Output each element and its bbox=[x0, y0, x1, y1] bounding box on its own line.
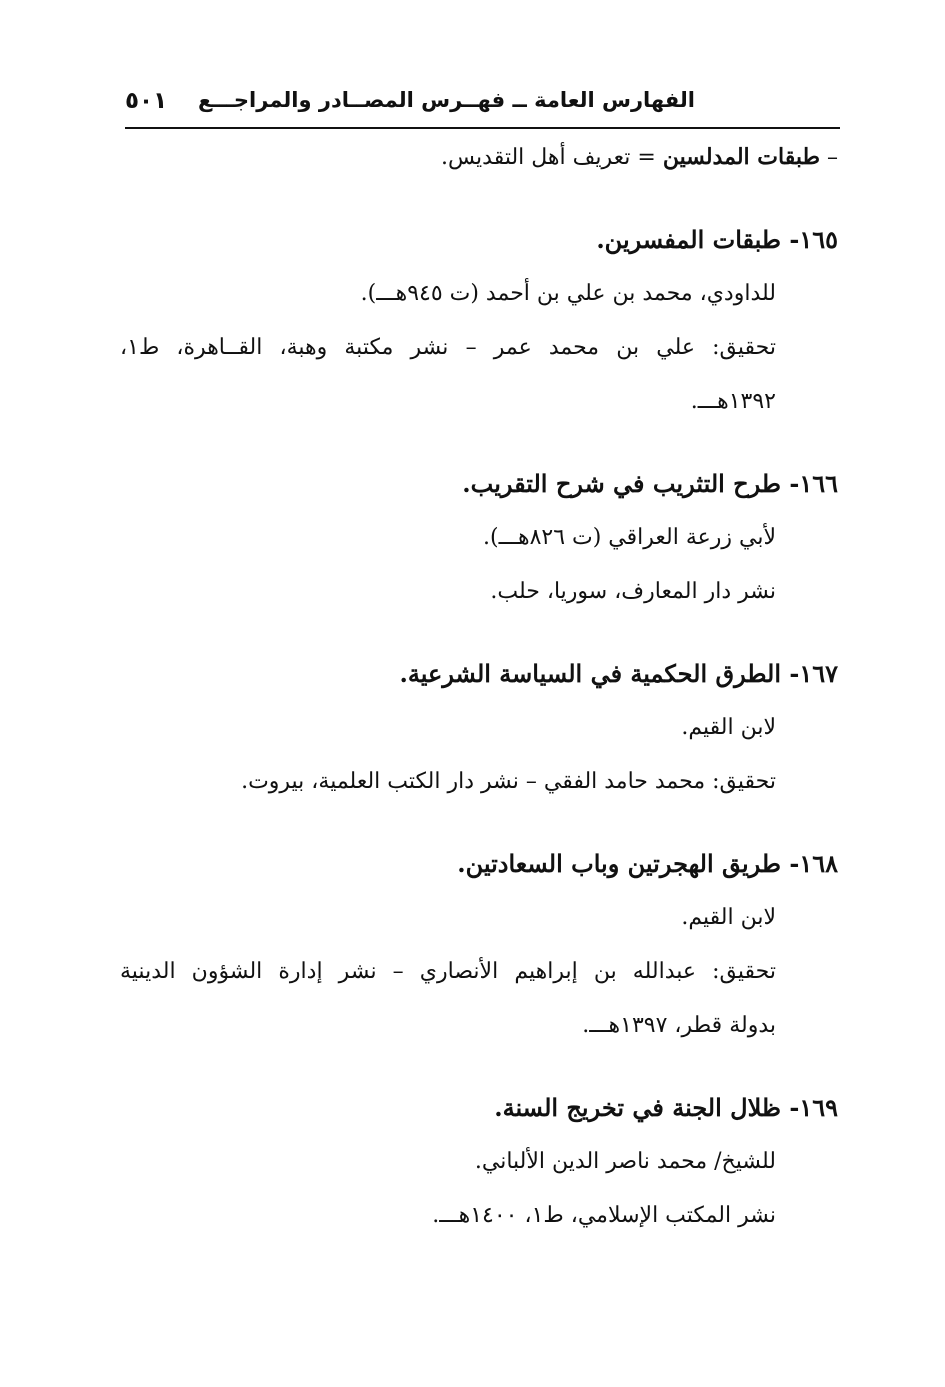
entry-author: للشيخ/ محمد ناصر الدين الألباني. bbox=[474, 1149, 776, 1174]
entry-169 bbox=[120, 1081, 838, 1243]
entry-166 bbox=[120, 457, 838, 619]
entry-167 bbox=[120, 647, 838, 809]
running-header bbox=[125, 88, 840, 128]
entry-author: للداودي، محمد بن علي بن أحمد (ت ٩٤٥هـــ). bbox=[360, 281, 776, 306]
entry-publication-cont: ١٣٩٢هـــ. bbox=[690, 389, 776, 414]
cross-reference bbox=[120, 130, 838, 185]
entry-title: ١٦٩- ظلال الجنة في تخريج السنة. bbox=[494, 1093, 838, 1122]
entry-168 bbox=[120, 837, 838, 1053]
entry-publication: نشر المكتب الإسلامي، ط١، ١٤٠٠هـــ. bbox=[432, 1203, 776, 1228]
entry-title: ١٦٦- طرح التثريب في شرح التقريب. bbox=[462, 469, 838, 498]
bibliography-list bbox=[120, 130, 838, 1243]
entry-publication-cont: بدولة قطر، ١٣٩٧هـــ. bbox=[582, 1013, 776, 1038]
page-number: ٥٠١ bbox=[125, 88, 168, 114]
entry-author: لأبي زرعة العراقي (ت ٨٢٦هـــ). bbox=[483, 525, 776, 550]
cross-reference-title: طبقات المدلسين bbox=[662, 144, 820, 170]
entry-title: ١٦٥- طبقات المفسرين. bbox=[596, 225, 838, 254]
cross-reference-target: = تعريف أهل التقديس. bbox=[440, 145, 663, 170]
running-title: الفهارس العامة ــ فهــرس المصــادر والمراجـــع bbox=[198, 88, 695, 112]
header-rule bbox=[125, 127, 840, 129]
entry-publication: نشر دار المعارف، سوريا، حلب. bbox=[490, 579, 776, 604]
entry-165 bbox=[120, 213, 838, 429]
entry-title: ١٦٨- طريق الهجرتين وباب السعادتين. bbox=[457, 849, 838, 878]
entry-publication: تحقيق: علي بن محمد عمر – نشر مكتبة وهبة، القــاهرة، ط١، bbox=[120, 335, 776, 360]
entry-title: ١٦٧- الطرق الحكمية في السياسة الشرعية. bbox=[399, 659, 838, 688]
cross-reference-dash: – bbox=[827, 145, 838, 170]
entry-author: لابن القيم. bbox=[681, 905, 776, 930]
entry-publication: تحقيق: عبدالله بن إبراهيم الأنصاري – نشر إدارة الشؤون الدينية bbox=[120, 959, 776, 984]
entry-publication: تحقيق: محمد حامد الفقي – نشر دار الكتب العلمية، بيروت. bbox=[241, 769, 776, 794]
entry-author: لابن القيم. bbox=[681, 715, 776, 740]
